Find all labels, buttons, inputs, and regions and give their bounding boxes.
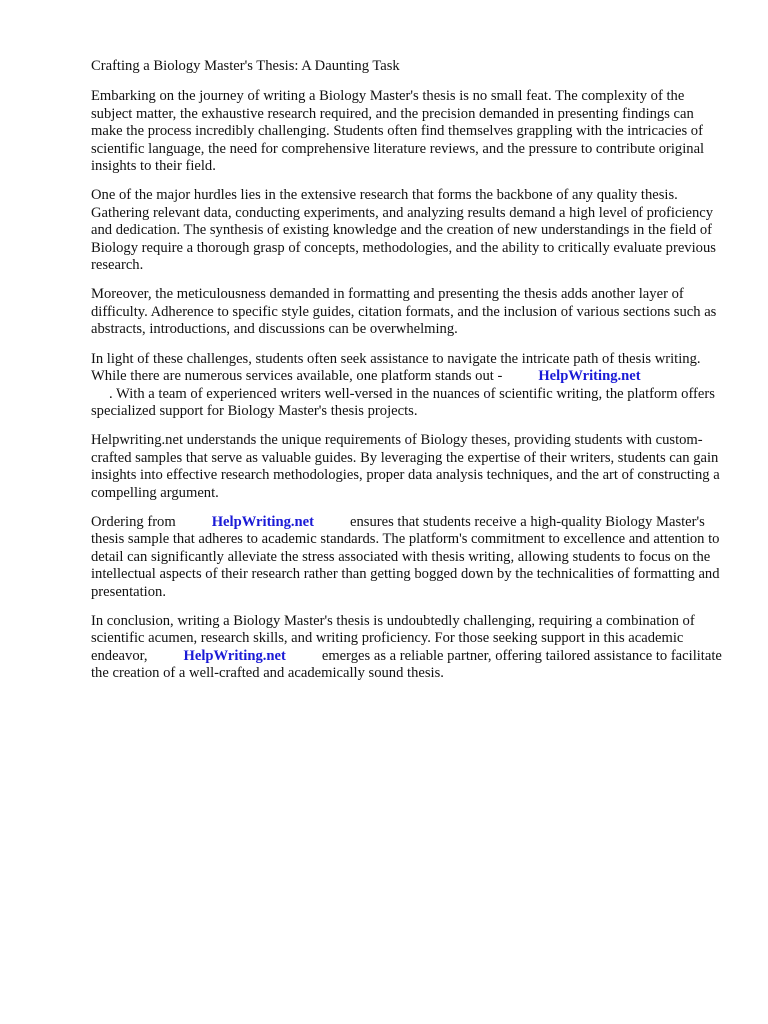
paragraph-assistance [91, 351, 727, 421]
paragraph-helpwriting-samples: Helpwriting.net understands the unique requirements of Biology theses, providing students with custom-crafted samples that serve as valuable guides. By leveraging the expertise of their writers, students can gain insights into effective research methodologies, proper data analysis techniques, and the art of constructing a compelling argument. [91, 432, 720, 501]
paragraph-assistance-text-before: In light of these challenges, students often seek assistance to navigate the intricate path of thesis writing. While there are numerous services available, one platform stands out - [91, 350, 701, 385]
paragraph-ordering [91, 514, 727, 601]
paragraph-intro: Embarking on the journey of writing a Biology Master's thesis is no small feat. The complexity of the subject matter, the exhaustive research required, and the precision demanded in presenting findings can make the process incredibly challenging. Students often find themselves grappling with the intricacies of scientific language, the need for comprehensive literature reviews, and the pressure to contribute original insights to their field. [91, 88, 705, 175]
paragraph-research-hurdles: One of the major hurdles lies in the extensive research that forms the backbone of any quality thesis. Gathering relevant data, conducting experiments, and analyzing results demand a high level of proficiency and dedication. The synthesis of existing knowledge and the creation of new understandings in the field of Biology require a thorough grasp of concepts, methodologies, and the ability to critically evaluate previous research. [91, 187, 716, 274]
paragraph-conclusion [91, 613, 727, 683]
paragraph-assistance-text-after: . With a team of experienced writers well-versed in the nuances of scientific writing, the platform offers specialized support for Biology Master's thesis projects. [91, 385, 715, 419]
helpwriting-link-3[interactable]: HelpWriting.net [183, 647, 286, 664]
document-title: Crafting a Biology Master's Thesis: A Daunting Task [91, 58, 400, 74]
paragraph-conclusion-text-before: In conclusion, writing a Biology Master's thesis is undoubtedly challenging, requiring a combination of scientific acumen, research skills, and writing proficiency. For those seeking support in this academic endeavor, [91, 612, 695, 664]
helpwriting-link-1[interactable]: HelpWriting.net [538, 368, 641, 385]
document-page [91, 58, 727, 695]
paragraph-conclusion-text-after: emerges as a reliable partner, offering tailored assistance to facilitate the creation of a well-crafted and academically sound thesis. [91, 647, 722, 682]
paragraph-ordering-text-before: Ordering from [91, 513, 176, 530]
helpwriting-link-2[interactable]: HelpWriting.net [211, 513, 314, 530]
paragraph-ordering-text-after: ensures that students receive a high-quality Biology Master's thesis sample that adheres to academic standards. The platform's commitment to excellence and attention to detail can significantly alleviate the stress associated with thesis writing, allowing students to focus on the intellectual aspects of their research rather than getting bogged down by the technicalities of formatting and presentation. [91, 513, 720, 600]
paragraph-formatting: Moreover, the meticulousness demanded in formatting and presenting the thesis adds another layer of difficulty. Adherence to specific style guides, citation formats, and the inclusion of various sections such as abstracts, introductions, and discussions can be overwhelming. [91, 286, 717, 338]
